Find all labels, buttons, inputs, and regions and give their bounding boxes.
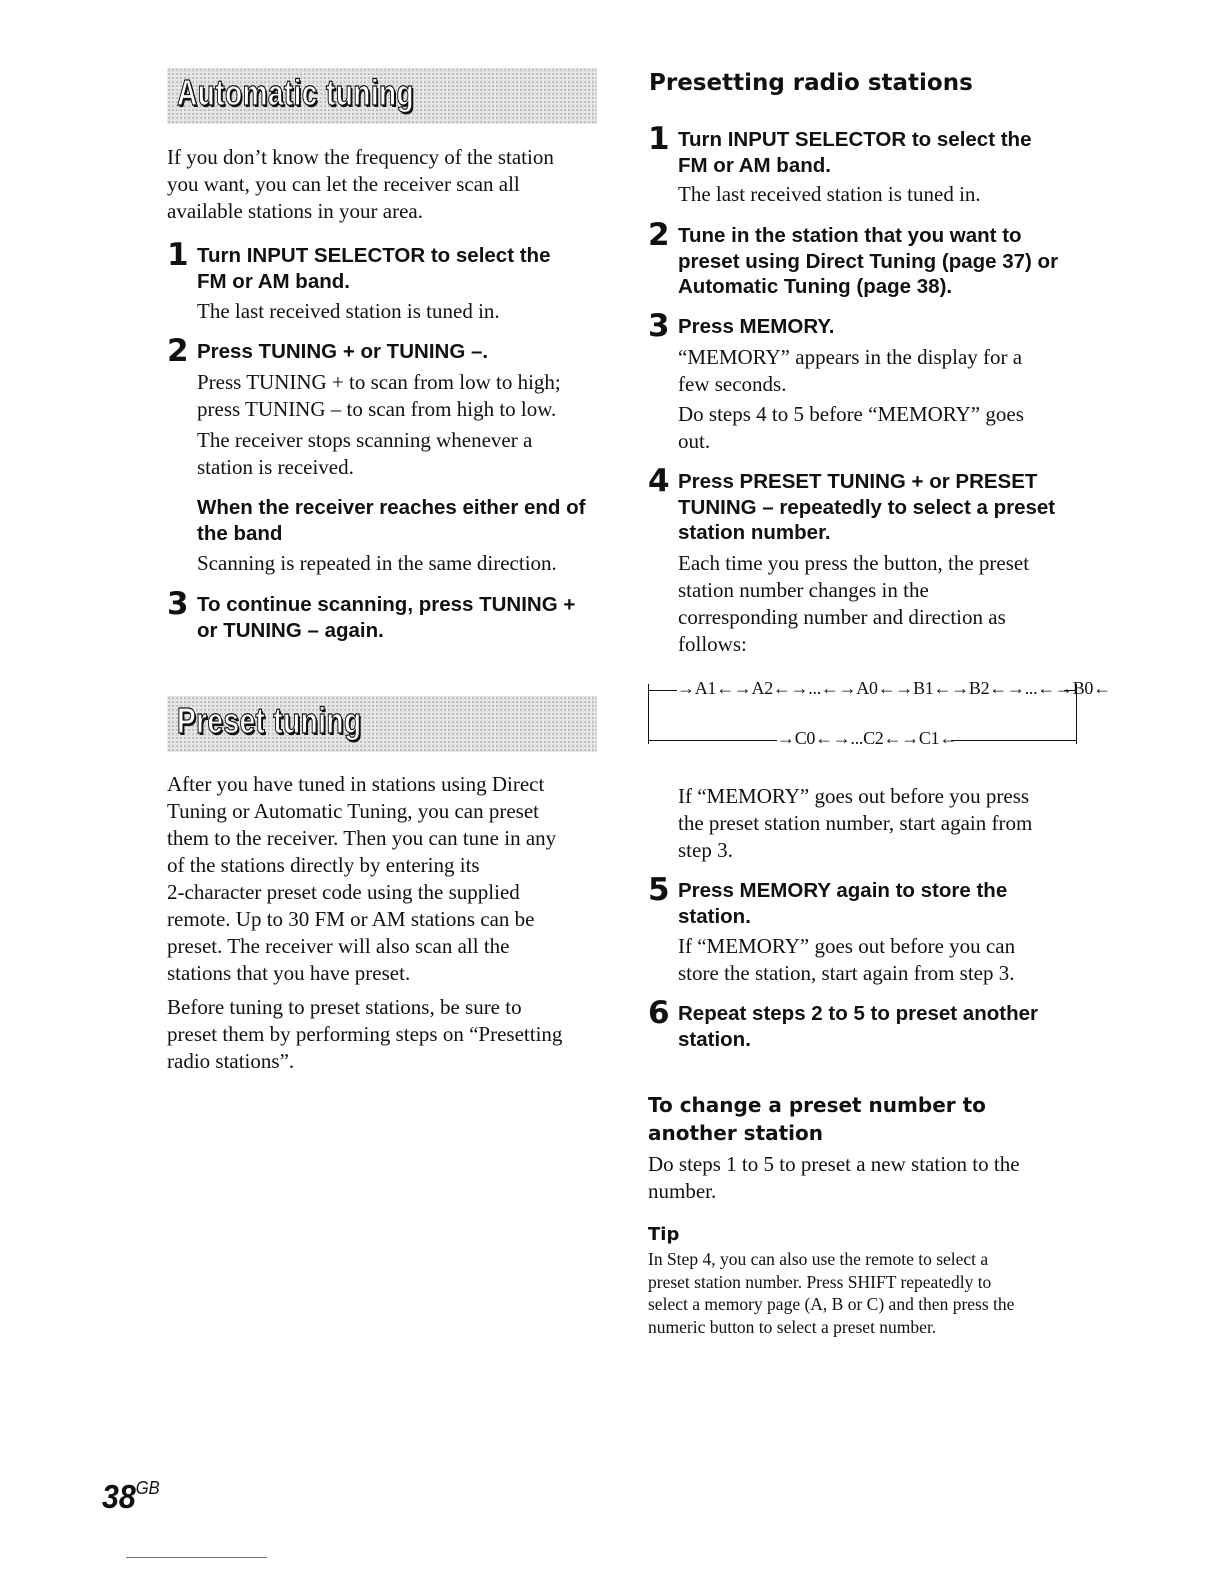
preset-sequence-diagram <box>648 678 1111 748</box>
step-desc: The last received station is tuned in. <box>678 182 981 206</box>
sequence-line <box>649 740 777 741</box>
step-desc: The last received station is tuned in. <box>197 299 500 323</box>
preset-paragraph-2: Before tuning to preset stations, be sure to preset them by performing steps on “Presetting radio stations”. <box>167 995 563 1073</box>
sequence-row-2: →C0←→...C2←→C1← <box>777 728 958 748</box>
tip-text: In Step 4, you can also use the remote to select a preset station number. Press SHIFT repeatedly to select a memory page (A, B or C) and then press the numeric button to select a preset number. <box>648 1249 1015 1337</box>
page-suffix: GB <box>135 1478 160 1498</box>
preset-tuning-title: Preset tuning <box>177 700 362 741</box>
step-heading: Repeat steps 2 to 5 to preset another station. <box>678 1002 1038 1051</box>
step-heading: Press PRESET TUNING + or PRESET TUNING – repeatedly to select a preset station number. <box>678 470 1056 544</box>
step-heading: To continue scanning, press TUNING + or TUNING – again. <box>197 593 576 642</box>
step-heading: Turn INPUT SELECTOR to select the FM or AM band. <box>197 244 551 293</box>
step-heading: Press TUNING + or TUNING –. <box>197 340 489 363</box>
sequence-line <box>951 740 1076 741</box>
change-preset-desc: Do steps 1 to 5 to preset a new station to the number. <box>648 1152 1020 1203</box>
step-desc: If “MEMORY” goes out before you can store the station, start again from step 3. <box>678 934 1016 985</box>
after-sequence-note: If “MEMORY” goes out before you press the preset station number, start again from step 3. <box>678 784 1033 862</box>
auto-intro: If you don’t know the frequency of the station you want, you can let the receiver scan all available stations in your area. <box>167 145 554 223</box>
step-number: 6 <box>648 995 670 1031</box>
change-preset-heading: To change a preset number to another station <box>648 1093 986 1145</box>
preset-tuning-banner <box>167 696 597 752</box>
step-desc: “MEMORY” appears in the display for a few seconds. <box>678 345 1023 396</box>
step-desc-2: Do steps 4 to 5 before “MEMORY” goes out. <box>678 402 1024 453</box>
presetting-title: Presetting radio stations <box>649 70 973 96</box>
tip-heading: Tip <box>648 1224 680 1245</box>
step-heading: Tune in the station that you want to preset using Direct Tuning (page 37) or Automatic Tuning (page 38). <box>678 224 1059 298</box>
step-number: 2 <box>167 333 189 369</box>
step-number: 1 <box>648 121 670 157</box>
step-heading: Press MEMORY again to store the station. <box>678 879 1008 928</box>
step-number: 1 <box>167 237 189 273</box>
sequence-row-1: →A1←→A2←→...←→A0←→B1←→B2←→...←→B0← <box>677 678 1111 698</box>
automatic-tuning-title: Automatic tuning <box>177 72 415 113</box>
step-number: 5 <box>648 872 670 908</box>
step-subheading: When the receiver reaches either end of the band <box>197 496 586 545</box>
sequence-line <box>649 690 677 691</box>
step-heading: Turn INPUT SELECTOR to select the FM or AM band. <box>678 128 1032 177</box>
step-desc: Each time you press the button, the preset station number changes in the corresponding number and direction as follows: <box>678 551 1030 656</box>
step-heading: Press MEMORY. <box>678 315 835 338</box>
preset-paragraph-1: After you have tuned in stations using Direct Tuning or Automatic Tuning, you can preset them to the receiver. Then you can tune in any of the stations directly by entering its 2-character preset code using the supplied remote. Up to 30 FM or AM stations can be preset. The receiver will also scan all the stations that you have preset. <box>167 772 557 985</box>
step-desc-2: The receiver stops scanning whenever a station is received. <box>197 428 533 479</box>
step-number: 4 <box>648 463 670 499</box>
step-number: 3 <box>167 586 189 622</box>
footer-rule <box>126 1557 267 1558</box>
step-sub-desc: Scanning is repeated in the same direction. <box>197 551 557 575</box>
step-desc: Press TUNING + to scan from low to high; press TUNING – to scan from high to low. <box>197 370 561 421</box>
step-number: 3 <box>648 308 670 344</box>
automatic-tuning-banner <box>167 68 597 124</box>
step-number: 2 <box>648 217 670 253</box>
page-number: $38^{GB}$ <box>102 1478 160 1515</box>
